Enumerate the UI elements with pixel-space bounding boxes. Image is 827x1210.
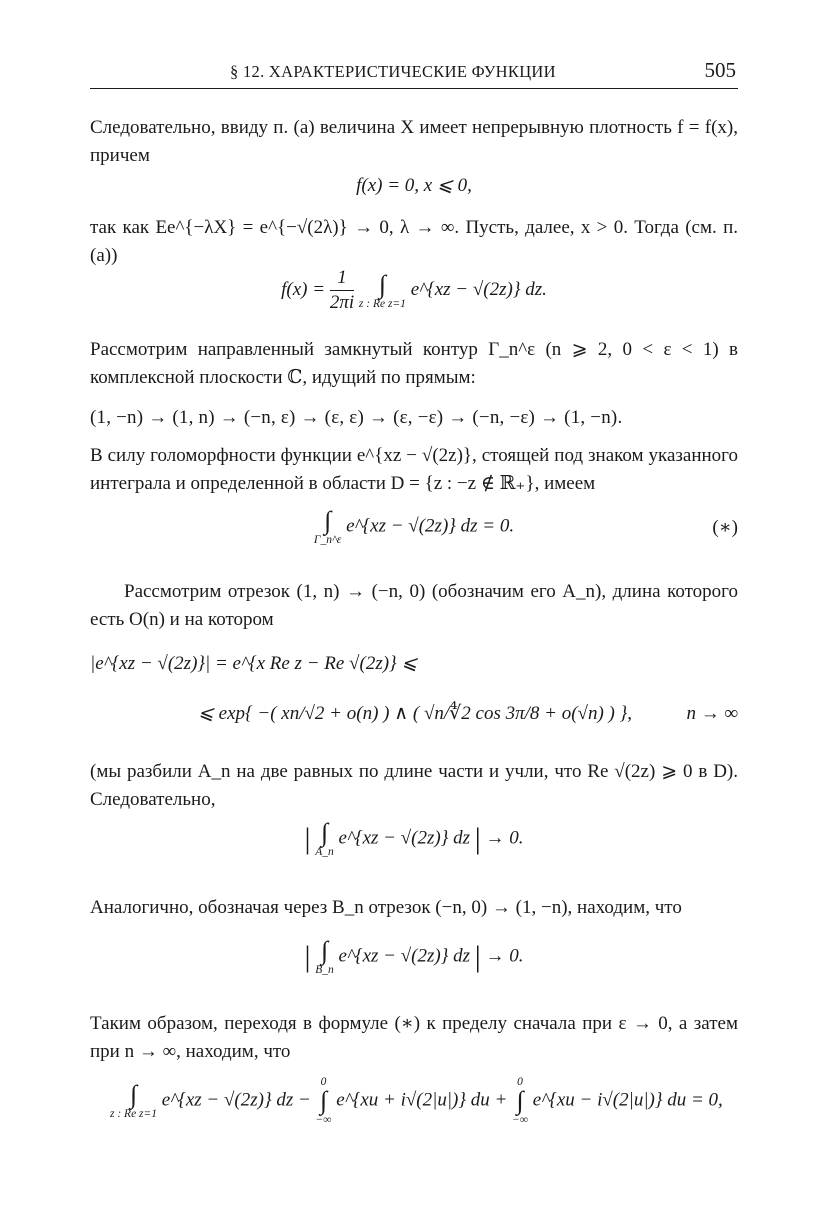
equation-5a-text: |e^{xz − √(2z)}| = e^{x Re z − Re √(2z)} ⩽ <box>90 653 418 674</box>
equation-8-upper-2: 0 <box>320 1076 327 1088</box>
paragraph-5 <box>90 578 738 634</box>
equation-4 <box>90 508 738 564</box>
paragraph-1 <box>90 114 738 170</box>
paragraph-3 <box>90 336 738 392</box>
paragraph-8-text: Таким образом, переходя в формуле (∗) к пределу сначала при ε → 0, а затем при n → ∞, находим, что <box>90 1013 738 1062</box>
equation-7: | ∫ B_n e^{xz − √(2z)} dz | → 0. <box>304 936 524 976</box>
equation-8-term-2: e^{xu + i√(2|u|)} du + <box>336 1089 508 1111</box>
equation-2-limit: z : Re z=1 <box>358 297 406 310</box>
paragraph-5-text: Рассмотрим отрезок (1, n) → (−n, 0) (обозначим его A_n), длина которого есть O(n) и на котором <box>90 581 738 630</box>
equation-2 <box>90 266 738 326</box>
paragraph-7-text: Аналогично, обозначая через B_n отрезок (−n, 0) → (1, −n), находим, что <box>90 897 682 918</box>
equation-2-denominator: 2πi <box>329 292 355 313</box>
equation-2-integrand: e^{xz − √(2z)} dz. <box>410 278 547 300</box>
paragraph-3-text: Рассмотрим направленный замкнутый контур Γ_n^ε (n ⩾ 2, 0 < ε < 1) в комплексной плоскости ℂ, идущий по прямым: <box>90 339 738 388</box>
equation-6-integral: ∫ A_n <box>315 818 334 858</box>
equation-1-text: f(x) = 0, x ⩽ 0, <box>356 175 472 196</box>
equation-8 <box>110 1076 738 1146</box>
equation-3-text: (1, −n) → (1, n) → (−n, ε) → (ε, ε) → (ε, −ε) → (−n, −ε) → (1, −n). <box>90 407 623 428</box>
running-header <box>90 58 738 89</box>
equation-5b-limit: n → ∞ <box>686 703 738 724</box>
equation-7-tail: → 0. <box>485 945 524 967</box>
equation-8-limit-1: z : Re z=1 <box>110 1108 158 1120</box>
equation-3 <box>90 404 738 432</box>
paragraph-4-text: В силу голоморфности функции e^{xz − √(2z)}, стоящей под знаком указанного интеграла и определенной в области D = {z : −z ∉ ℝ₊}, имеем <box>90 445 738 494</box>
equation-8-lower-2: −∞ <box>315 1114 332 1126</box>
equation-4-limit: Γ_n^ε <box>313 534 342 546</box>
equation-8-term-3: e^{xu − i√(2|u|)} du = 0, <box>532 1089 723 1111</box>
equation-4-integrand: e^{xz − √(2z)} dz = 0. <box>346 515 515 537</box>
paragraph-1-text: Следовательно, ввиду п. (а) величина X имеет непрерывную плотность f = f(x), причем <box>90 117 738 166</box>
equation-7-integral: ∫ B_n <box>315 936 334 976</box>
paragraph-2 <box>90 214 738 270</box>
equation-6: | ∫ A_n e^{xz − √(2z)} dz | → 0. <box>304 818 524 858</box>
paragraph-7 <box>90 894 738 922</box>
equation-6-limit: A_n <box>315 846 334 858</box>
equation-4-integral: ∫ Γ_n^ε <box>313 506 342 546</box>
page-number: 505 <box>704 58 736 82</box>
equation-8-lower-3: −∞ <box>512 1114 529 1126</box>
equation-8-upper-3: 0 <box>517 1076 523 1088</box>
equation-2-numerator: 1 <box>330 266 354 291</box>
equation-6-tail: → 0. <box>485 827 524 849</box>
equation-5b-text: ⩽ exp{ −( xn/√2 + o(n) ) ∧ ( √n/∜2 cos 3π/8 + o(√n) ) }, <box>198 703 632 724</box>
paragraph-8 <box>90 1010 738 1066</box>
equation-8-integral-2: 0 ∫ −∞ <box>315 1076 332 1126</box>
paragraph-6 <box>90 758 738 814</box>
paragraph-2-text: так как Ee^{−λX} = e^{−√(2λ)} → 0, λ → ∞. Пусть, далее, x > 0. Тогда (см. п. (а)) <box>90 217 738 266</box>
equation-5b <box>198 700 738 728</box>
equation-7-limit: B_n <box>315 964 334 976</box>
equation-7-integrand: e^{xz − √(2z)} dz <box>338 945 470 967</box>
equation-2-integral: ∫ z : Re z=1 <box>358 269 406 310</box>
equation-5a <box>90 650 738 678</box>
equation-2-lhs: f(x) = <box>281 278 326 300</box>
equation-4-number: (∗) <box>712 517 738 538</box>
equation-8-integral-1: ∫ z : Re z=1 <box>110 1080 158 1120</box>
equation-6-integrand: e^{xz − √(2z)} dz <box>338 827 470 849</box>
equation-8-term-1: e^{xz − √(2z)} dz − <box>161 1089 311 1111</box>
equation-1 <box>90 172 738 200</box>
paragraph-6-text: (мы разбили A_n на две равных по длине части и учли, что Re √(2z) ⩾ 0 в D). Следовательно, <box>90 761 738 810</box>
page <box>90 0 738 1210</box>
equation-8-integral-3: 0 ∫ −∞ <box>512 1076 529 1126</box>
header-title: § 12. ХАРАКТЕРИСТИЧЕСКИЕ ФУНКЦИИ <box>230 62 556 81</box>
equation-2-fraction <box>330 266 354 315</box>
paragraph-4 <box>90 442 738 498</box>
